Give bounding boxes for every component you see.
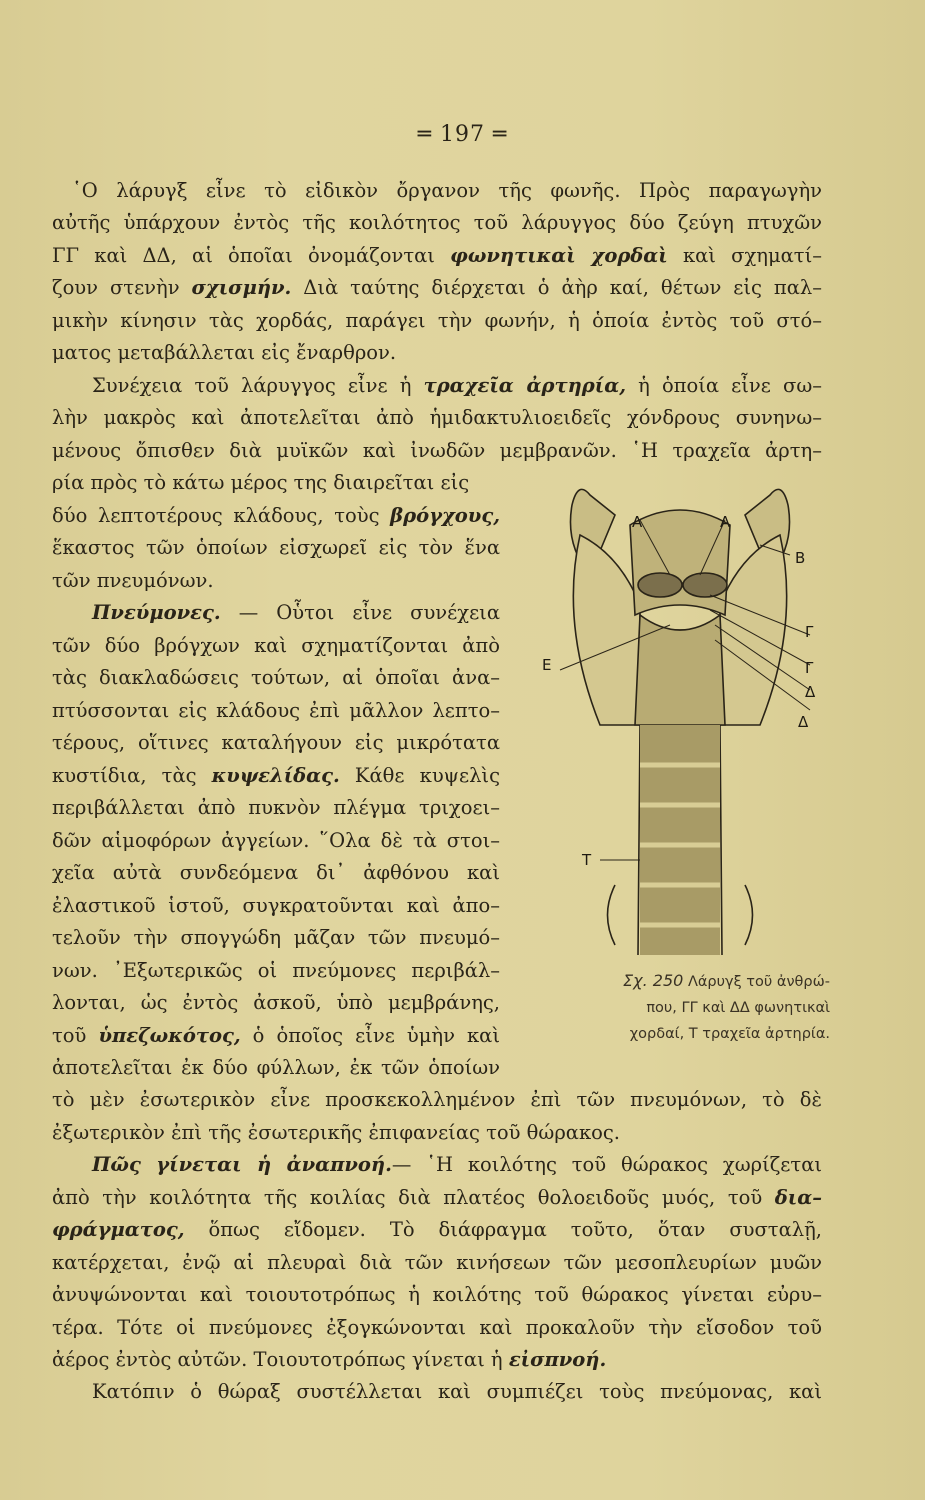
label-gamma-1: Γ <box>805 623 814 641</box>
text-line <box>52 632 500 660</box>
figure-caption <box>520 968 830 1047</box>
text-segment: τὸ μὲν ἐσωτερικὸν εἶνε προσκεκολλημένον ἐπὶ τῶν πνευμόνων, τὸ δὲ <box>52 1088 822 1111</box>
text-segment: — Οὗτοι εἶνε συνέχεια <box>220 601 500 624</box>
label-b: Β <box>795 549 806 567</box>
text-line <box>52 404 822 432</box>
bold-term: βρόγχους, <box>390 504 500 527</box>
text-line <box>52 567 500 595</box>
figure-number: Σχ. 250 <box>623 971 684 990</box>
text-segment: τέρα. Τότε οἱ πνεύμονες ἐξογκώνονται καὶ προκαλοῦν τὴν εἴσοδον τοῦ <box>52 1316 822 1339</box>
text-segment: μένους ὄπισθεν διὰ μυϊκῶν καὶ ἰνωδῶν μεμβρανῶν. ῾Η τραχεῖα ἀρτη– <box>52 439 822 462</box>
text-segment: ἀέρος ἐντὸς αὐτῶν. Τοιουτοτρόπως γίνεται ἡ <box>52 1348 509 1371</box>
text-segment: τῶν πνευμόνων. <box>52 569 214 592</box>
text-line <box>52 1216 822 1244</box>
text-segment: μικὴν κίνησιν τὰς χορδάς, παράγει τὴν φωνήν, ἡ ὁποία ἐντὸς τοῦ στό– <box>52 309 822 332</box>
text-segment: Διὰ ταύτης διέρχεται ὁ ἀὴρ καί, θέτων εἰς παλ– <box>291 276 822 299</box>
label-a-left: Α <box>632 513 643 531</box>
text-segment: ὁ ὁποῖος εἶνε ὑμὴν καὶ <box>240 1024 500 1047</box>
bold-term: ὑπεζωκότος, <box>98 1024 241 1047</box>
text-line <box>52 1346 822 1374</box>
text-line <box>52 339 822 367</box>
text-segment: λὴν μακρὸς καὶ ἀποτελεῖται ἀπὸ ἡμιδακτυλιοειδεῖς χόνδρους συνηνω– <box>52 406 822 429</box>
bold-term: κυψελίδας. <box>211 764 340 787</box>
text-line <box>52 307 822 335</box>
text-segment: ἀπὸ τὴν κοιλότητα τῆς κοιλίας διὰ πλατέος θολοειδοῦς μυός, τοῦ <box>52 1186 775 1209</box>
text-segment: ἀποτελεῖται ἐκ δύο φύλλων, ἐκ τῶν ὁποίων <box>52 1056 500 1079</box>
text-segment: χεῖα αὐτὰ συνδεόμενα δι᾽ ἀφθόνου καὶ <box>52 861 500 884</box>
text-line <box>92 599 500 627</box>
text-line <box>52 242 822 270</box>
text-line <box>92 372 822 400</box>
text-segment: κατέρχεται, ἐνῷ αἱ πλευραὶ διὰ τῶν κινήσεων τῶν μεσοπλευρίων μυῶν <box>52 1251 822 1274</box>
text-segment: δῶν αἱμοφόρων ἀγγείων. ῞Ολα δὲ τὰ στοι– <box>52 829 500 852</box>
label-delta-2: Δ <box>798 713 809 731</box>
text-segment: ὅπως εἴδομεν. Τὸ διάφραγμα τοῦτο, ὅταν συσταλῇ, <box>184 1218 822 1241</box>
text-line <box>52 729 500 757</box>
text-segment: ἐλαστικοῦ ἱστοῦ, συγκρατοῦνται καὶ ἀπο– <box>52 894 500 917</box>
text-segment: νων. ᾽Εξωτερικῶς οἱ πνεύμονες περιβάλ– <box>52 959 500 982</box>
page-number: ═ 197 ═ <box>417 122 508 147</box>
text-line <box>52 534 500 562</box>
text-line <box>52 502 500 530</box>
label-tau: Τ <box>582 851 592 869</box>
text-line <box>52 437 822 465</box>
label-delta-1: Δ <box>805 683 816 701</box>
text-line <box>52 762 500 790</box>
text-line <box>52 859 500 887</box>
text-segment: δύο λεπτοτέρους κλάδους, τοὺς <box>52 504 391 527</box>
bold-term: δια– <box>774 1186 822 1209</box>
text-segment: ἐξωτερικὸν ἐπὶ τῆς ἐσωτερικῆς ἐπιφανείας τοῦ θώρακος. <box>52 1121 621 1144</box>
text-segment: κυστίδια, τὰς <box>52 764 212 787</box>
text-line <box>52 274 822 302</box>
caption-line-3: χορδαί, Τ τραχεῖα ἀρτηρία. <box>629 1026 830 1042</box>
text-line <box>52 1281 822 1309</box>
larynx-illustration <box>520 475 840 965</box>
text-line <box>52 664 500 692</box>
text-segment: τελοῦν τὴν σπογγώδη μᾶζαν τῶν πνευμό– <box>52 926 500 949</box>
text-line <box>72 177 822 205</box>
text-line <box>52 1249 822 1277</box>
text-segment: πτύσσονται εἰς κλάδους ἐπὶ μᾶλλον λεπτο– <box>52 699 500 722</box>
text-segment: ρία πρὸς τὸ κάτω μέρος της διαιρεῖται εἰς <box>52 471 470 494</box>
text-segment: καὶ σχηματί– <box>667 244 822 267</box>
text-segment: ματος μεταβάλλεται εἰς ἔναρθρον. <box>52 341 397 364</box>
text-line <box>52 1054 500 1082</box>
text-segment: ἀνυψώνονται καὶ τοιουτοτρόπως ἡ κοιλότης τοῦ θώρακος γίνεται εὐρυ– <box>52 1283 822 1306</box>
text-segment: ῾Ο λάρυγξ εἶνε τὸ εἰδικὸν ὄργανον τῆς φωνῆς. Πρὸς παραγωγὴν <box>72 179 822 202</box>
text-line <box>52 989 500 1017</box>
text-segment: αὐτῆς ὑπάρχουν ἐντὸς τῆς κοιλότητος τοῦ λάρυγγος δύο ζεύγη πτυχῶν <box>52 211 822 234</box>
text-segment: ΓΓ καὶ ΔΔ, αἱ ὁποῖαι ὀνομάζονται <box>52 244 451 267</box>
text-line <box>52 209 822 237</box>
caption-line-2: που, ΓΓ καὶ ΔΔ φωνητικαὶ <box>646 1000 830 1016</box>
bold-term: Πνεύμονες. <box>92 601 221 624</box>
text-line <box>92 1151 822 1179</box>
text-line <box>92 1378 822 1406</box>
text-segment: λονται, ὡς ἐντὸς ἀσκοῦ, ὑπὸ μεμβράνης, <box>52 991 500 1014</box>
text-segment: Κατόπιν ὁ θώραξ συστέλλεται καὶ συμπιέζει τοὺς πνεύμονας, καὶ <box>92 1380 822 1403</box>
label-gamma-2: Γ <box>805 659 814 677</box>
text-line <box>52 957 500 985</box>
text-segment: περιβάλλεται ἀπὸ πυκνὸν πλέγμα τριχοει– <box>52 796 500 819</box>
bold-term: σχισμήν. <box>191 276 292 299</box>
text-line <box>52 794 500 822</box>
text-line <box>52 1119 822 1147</box>
text-line <box>52 1184 822 1212</box>
caption-line-1: Λάρυγξ τοῦ ἀνθρώ- <box>687 974 830 990</box>
text-line <box>52 469 500 497</box>
bold-term: φωνητικαὶ χορδαὶ <box>450 244 668 267</box>
text-segment: τῶν δύο βρόγχων καὶ σχηματίζονται ἀπὸ <box>52 634 500 657</box>
text-segment: Συνέχεια τοῦ λάρυγγος εἶνε ἡ <box>92 374 424 397</box>
text-line <box>52 697 500 725</box>
bold-term: τραχεῖα ἀρτηρία, <box>423 374 626 397</box>
text-segment: — ῾Η κοιλότης τοῦ θώρακος χωρίζεται <box>391 1153 823 1176</box>
text-segment: ζουν στενὴν <box>52 276 192 299</box>
bold-term: Πῶς γίνεται ἡ ἀναπνοή. <box>92 1153 392 1176</box>
bold-term: φράγματος, <box>52 1218 185 1241</box>
text-line <box>52 924 500 952</box>
text-line <box>52 1022 500 1050</box>
text-line <box>52 892 500 920</box>
text-line <box>52 827 500 855</box>
label-a-right: Α <box>720 513 731 531</box>
text-segment: τὰς διακλαδώσεις τούτων, αἱ ὁποῖαι ἀνα– <box>52 666 500 689</box>
text-segment: ἡ ὁποία εἶνε σω– <box>626 374 822 397</box>
label-epsilon: Ε <box>542 656 552 674</box>
text-line <box>52 1314 822 1342</box>
text-segment: ἕκαστος τῶν ὁποίων εἰσχωρεῖ εἰς τὸν ἕνα <box>52 536 500 559</box>
text-segment: τοῦ <box>52 1024 99 1047</box>
text-segment: τέρους, οἵτινες καταλήγουν εἰς μικρότατα <box>52 731 500 754</box>
bold-term: εἰσπνοή. <box>508 1348 607 1371</box>
text-line <box>52 1086 822 1114</box>
text-segment: Κάθε κυψελὶς <box>339 764 500 787</box>
